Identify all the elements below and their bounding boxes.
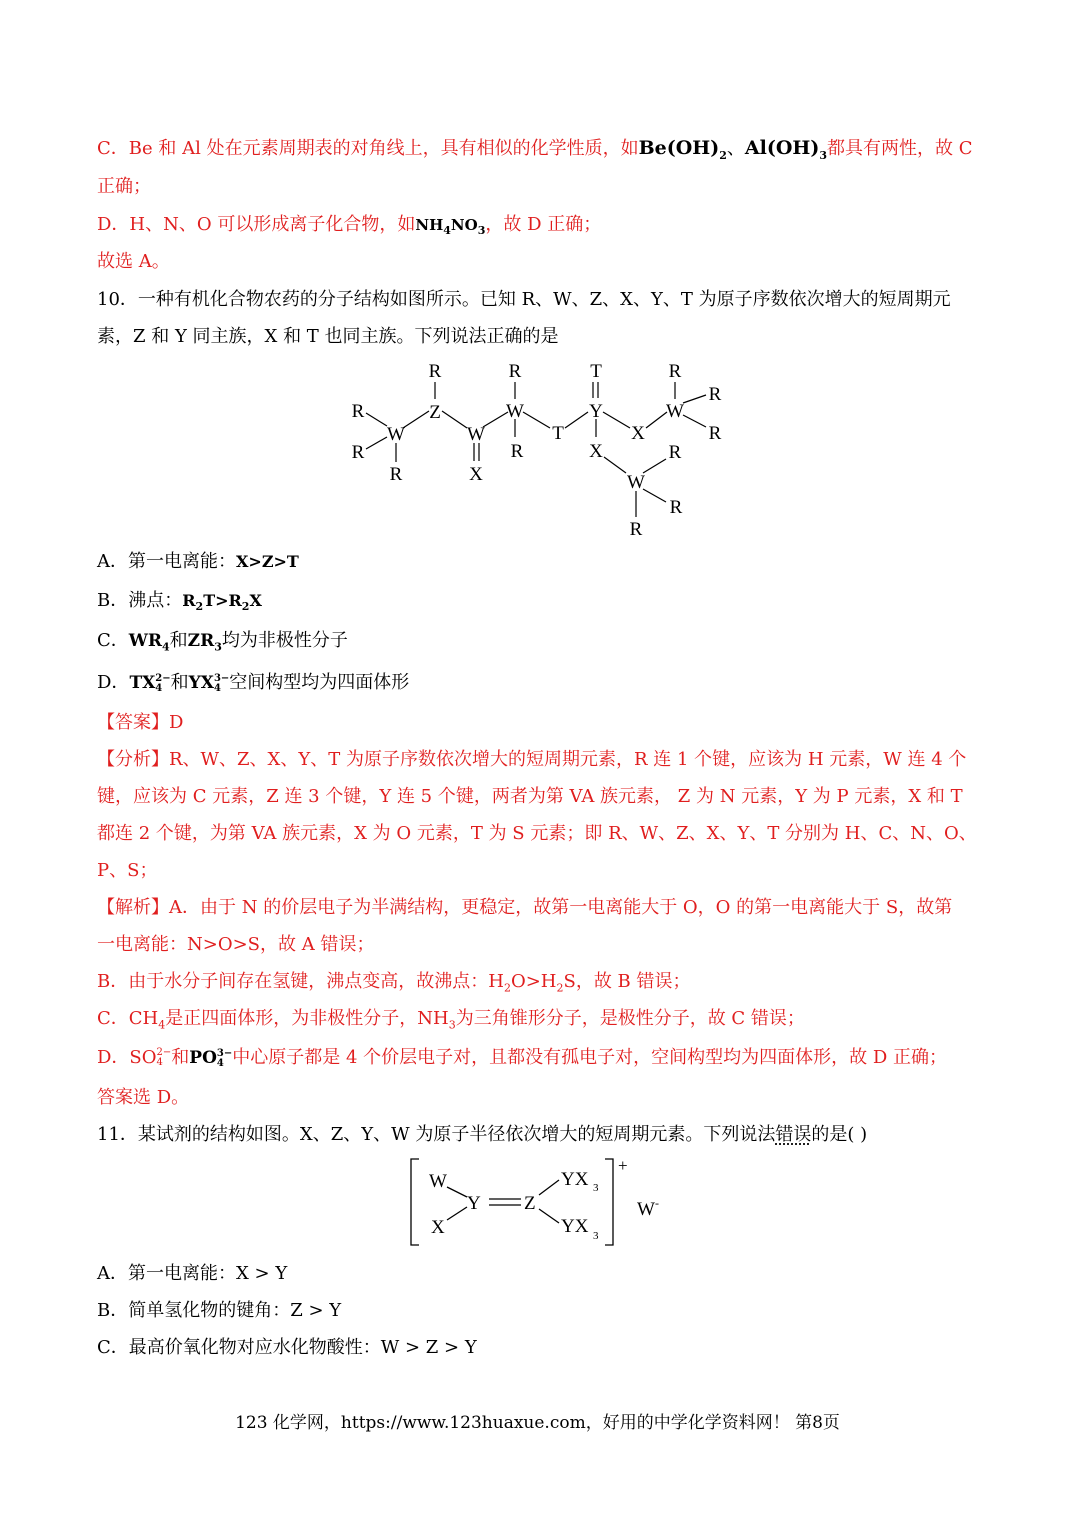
atom-w: W bbox=[666, 401, 684, 422]
q10-analysis-1: 【分析】R、W、Z、X、Y、T 为原子序数依次增大的短周期元素，R 连 1 个键，应该为 H 元素，W 连 4 个 bbox=[97, 749, 967, 770]
subscript: 3 bbox=[593, 1182, 599, 1194]
page-footer: 123 化学网，https://www.123huaxue.com，好用的中学化学资料网！ 第8页 bbox=[235, 1413, 840, 1433]
formula-al-oh3: $Al(OH)_3$ bbox=[744, 137, 827, 162]
text: D．H、N、O 可以形成离子化合物，如 bbox=[97, 214, 416, 235]
separator: 、 bbox=[726, 138, 745, 159]
atom-x: X bbox=[431, 1217, 445, 1238]
atom-r: R bbox=[510, 441, 524, 462]
anion-w: W bbox=[637, 1199, 655, 1220]
atom-x: X bbox=[589, 441, 603, 462]
atom-r: R bbox=[428, 361, 442, 382]
atom-r: R bbox=[668, 442, 682, 463]
atom-r: R bbox=[668, 361, 682, 382]
q10-explain-2: 一电离能：N>O>S，故 A 错误； bbox=[97, 934, 375, 955]
q11-option-a[interactable]: A．第一电离能：X > Y bbox=[97, 1263, 288, 1284]
atom-r: R bbox=[351, 401, 365, 422]
anion-charge: - bbox=[655, 1196, 659, 1210]
atom-r: R bbox=[708, 423, 722, 444]
q11-structure-diagram bbox=[405, 1155, 675, 1250]
atom-w: W bbox=[429, 1171, 447, 1192]
q10-option-c[interactable]: C．$WR_4$和$ZR_3$均为非极性分子 bbox=[97, 630, 348, 654]
emphasis-text: 错误 bbox=[775, 1124, 812, 1145]
atom-z: Z bbox=[429, 402, 441, 423]
formula: TX 2− 4 bbox=[129, 672, 171, 694]
atom-y: Y bbox=[467, 1193, 481, 1214]
atom-r: R bbox=[629, 519, 643, 540]
formula: YX 3− 4 bbox=[188, 672, 230, 694]
q10-analysis-2: 键，应该为 C 元素，Z 连 3 个键，Y 连 5 个键，两者为第 VA 族元素， Z 为 N 元素，Y 为 P 元素，X 和 T bbox=[97, 786, 963, 807]
q11-option-b[interactable]: B．简单氢化物的键角：Z > Y bbox=[97, 1300, 342, 1321]
subscript: 3 bbox=[593, 1230, 599, 1242]
q11-stem: 11．某试剂的结构如图。X、Z、Y、W 为原子半径依次增大的短周期元素。下列说法错误的是( ) bbox=[97, 1124, 868, 1145]
atom-x: X bbox=[469, 464, 483, 485]
atom-r: R bbox=[389, 464, 403, 485]
atom-w: W bbox=[506, 401, 524, 422]
formula: X>Z>T bbox=[236, 552, 299, 571]
formula: $ZR_3$ bbox=[187, 631, 222, 654]
group-yx3: YX bbox=[561, 1216, 589, 1237]
q10-explain-c: C．$CH_4$是正四面体形，为非极性分子，$NH_3$为三角锥形分子，是极性分子，故 C 错误； bbox=[97, 1008, 805, 1032]
q10-explain-d: D．SO 2− 4 和PO 3− 4 中心原子都是 4 个价层电子对，且都没有孤电子对，空间构型均为四面体形，故 D 正确； bbox=[97, 1047, 947, 1069]
q10-explain-1: 【解析】A．由于 N 的价层电子为半满结构，更稳定，故第一电离能大于 O，O 的第一电离能大于 S，故第 bbox=[97, 897, 953, 918]
text: C．Be 和 Al 处在元素周期表的对角线上，具有相似的化学性质，如 bbox=[97, 138, 639, 159]
atom-r: R bbox=[669, 497, 683, 518]
q10-analysis-4: P、S； bbox=[97, 860, 158, 881]
group-yx3: YX bbox=[561, 1169, 589, 1190]
q10-option-d[interactable]: D．TX 2− 4 和YX 3− 4 空间构型均为四面体形 bbox=[97, 672, 410, 694]
q10-analysis-3: 都连 2 个键，为第 VA 族元素，X 为 O 元素，T 为 S 元素；即 R、W、Z、X、Y、T 分别为 H、C、N、O、 bbox=[97, 823, 977, 844]
prev-option-d-line bbox=[97, 213, 601, 237]
text: ，故 D 正确； bbox=[485, 214, 602, 235]
atom-z: Z bbox=[524, 1193, 536, 1214]
q10-option-b[interactable]: B．沸点：$R_2T>R_2X$ bbox=[97, 590, 262, 614]
atom-w: W bbox=[387, 424, 405, 445]
formula-be-oh2: $Be(OH)_2$ bbox=[638, 137, 727, 162]
q10-stem-line2: 素，Z 和 Y 同主族，X 和 T 也同主族。下列说法正确的是 bbox=[97, 326, 559, 347]
text: 都具有两性，故 C bbox=[826, 138, 973, 159]
formula-nh4no3: $NH_4NO_3$ bbox=[415, 216, 486, 237]
cation-charge: + bbox=[618, 1156, 628, 1175]
atom-w: W bbox=[627, 472, 645, 493]
q10-answer: 【答案】D bbox=[97, 712, 184, 733]
q11-option-c[interactable]: C．最高价氧化物对应水化物酸性：W > Z > Y bbox=[97, 1337, 477, 1358]
prev-option-c-line1 bbox=[97, 136, 972, 161]
atom-x: X bbox=[631, 423, 645, 444]
q10-stem-line1: 10．一种有机化合物农药的分子结构如图所示。已知 R、W、Z、X、Y、T 为原子序数依次增大的短周期元 bbox=[97, 289, 951, 310]
q10-option-a[interactable]: A．第一电离能：X>Z>T bbox=[97, 551, 299, 572]
prev-option-c-line2: 正确； bbox=[97, 176, 151, 197]
atom-w: W bbox=[467, 424, 485, 445]
q10-molecule-diagram bbox=[330, 355, 750, 545]
prev-answer-line: 故选 A。 bbox=[97, 251, 170, 272]
atom-r: R bbox=[708, 384, 722, 405]
atom-y: Y bbox=[589, 401, 603, 422]
atom-t: T bbox=[552, 423, 564, 444]
q10-answer-selection: 答案选 D。 bbox=[97, 1087, 190, 1108]
atom-r: R bbox=[351, 442, 365, 463]
atom-t: T bbox=[590, 361, 602, 382]
formula: $WR_4$ bbox=[128, 631, 170, 654]
q10-explain-b: B．由于水分子间存在氢键，沸点变高，故沸点：$H_2O>H_2S$，故 B 错误； bbox=[97, 971, 691, 995]
atom-r: R bbox=[508, 361, 522, 382]
formula: $R_2T>R_2X$ bbox=[182, 591, 262, 614]
